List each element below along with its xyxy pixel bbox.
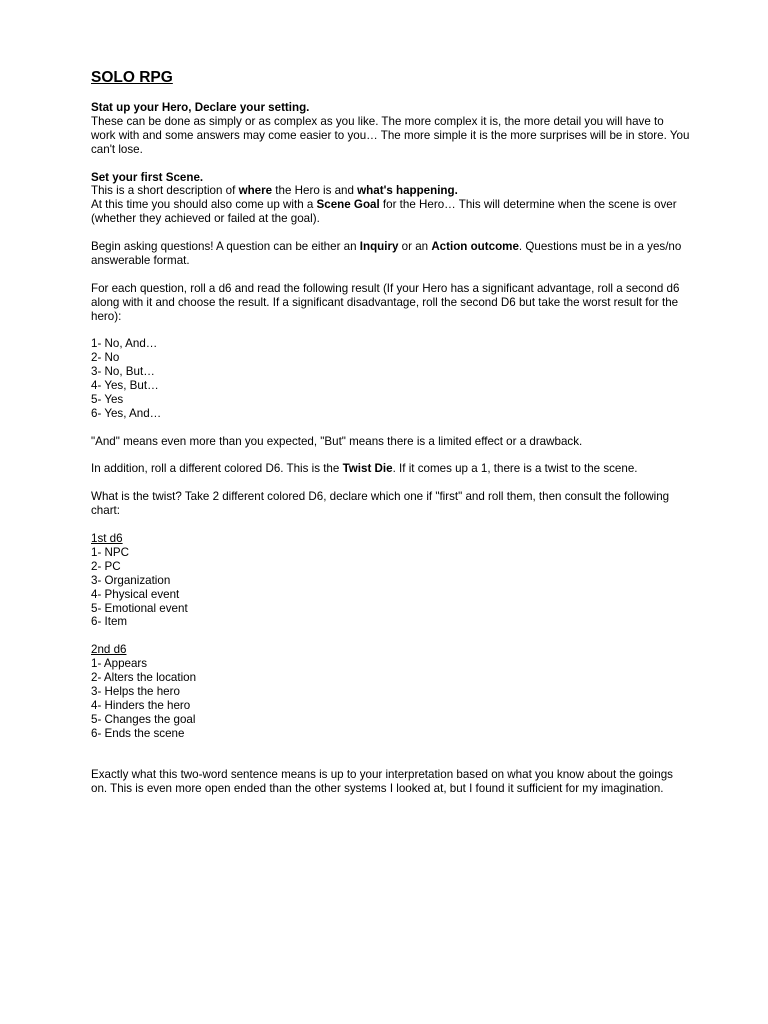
scene-section <box>91 171 691 227</box>
list-item: 3- Helps the hero <box>91 684 180 698</box>
list-item: 5- Yes <box>91 392 124 406</box>
second-d6-list <box>91 643 691 740</box>
document-page <box>91 68 691 810</box>
list-item: 6- Item <box>91 615 128 629</box>
list-item: 6- Ends the scene <box>91 726 185 740</box>
spacer <box>91 754 691 768</box>
setup-section <box>91 101 691 157</box>
questions-text-b: or an <box>398 240 432 254</box>
list-item: 5- Changes the goal <box>91 712 196 726</box>
closing-text: Exactly what this two-word sentence means is up to your interpretation based on what you know about the goings on. This is even more open ended than the other systems I looked at, but I found it sufficient for my imagination. <box>91 768 673 796</box>
setup-heading: Stat up your Hero, Declare your setting. <box>91 101 310 114</box>
twist-section <box>91 462 691 476</box>
and-but-text: "And" means even more than you expected, "But" means there is a limited effect or a drawback. <box>91 434 583 448</box>
questions-inquiry: Inquiry <box>359 240 399 254</box>
scene-line2-a: At this time you should also come up with a <box>91 198 317 212</box>
list-item: 2- Alters the location <box>91 671 197 685</box>
setup-text: These can be done as simply or as complex as you like. The more complex it is, the more detail you will have to work with and some answers may come easier to you… The more simple it is the more surprises will be in store. You can't lose. <box>91 114 690 156</box>
questions-text-a: Begin asking questions! A question can be either an <box>91 240 360 254</box>
questions-action: Action outcome <box>431 240 519 254</box>
questions-text-c: . Questions must be in a yes/no answerable format. <box>91 240 682 267</box>
scene-line2-b: for the Hero… This will determine when the scene is over (whether they achieved or failed at the goal). <box>91 198 677 226</box>
first-d6-list <box>91 532 691 629</box>
document-title: SOLO RPG <box>91 69 173 86</box>
list-item: 5- Emotional event <box>91 601 188 615</box>
roll-section <box>91 282 691 324</box>
list-item: 4- Physical event <box>91 587 180 601</box>
list-item: 4- Yes, But… <box>91 379 159 393</box>
scene-where: where <box>238 184 273 198</box>
scene-line1-a: This is a short description of <box>91 184 239 198</box>
closing-section <box>91 768 691 796</box>
what-twist-text: What is the twist? Take 2 different colored D6, declare which one if "first" and roll them, then consult the following chart: <box>91 490 670 518</box>
list-item: 1- NPC <box>91 545 130 559</box>
scene-heading: Set your first Scene. <box>91 170 204 184</box>
roll-text: For each question, roll a d6 and read the following result (If your Hero has a significant advantage, roll a second d6 along with it and choose the result. If a significant disadvantage, roll the second D6 but take the worst result for the hero): <box>91 281 680 323</box>
first-d6-heading: 1st d6 <box>91 531 123 545</box>
list-item: 6- Yes, And… <box>91 406 162 420</box>
second-d6-heading: 2nd d6 <box>91 643 127 657</box>
scene-line1-b: the Hero is and <box>272 184 358 198</box>
what-twist-section <box>91 490 691 518</box>
list-item: 1- Appears <box>91 657 148 671</box>
list-item: 4- Hinders the hero <box>91 698 191 712</box>
scene-goal: Scene Goal <box>316 198 380 212</box>
list-item: 2- No <box>91 351 120 365</box>
list-item: 2- PC <box>91 559 121 573</box>
list-item: 1- No, And… <box>91 337 158 351</box>
and-but-section <box>91 435 691 449</box>
list-item: 3- Organization <box>91 573 171 587</box>
twist-die: Twist Die <box>342 462 393 476</box>
twist-text-b: . If it comes up a 1, there is a twist to the scene. <box>392 462 638 476</box>
results-list <box>91 337 691 420</box>
list-item: 3- No, But… <box>91 365 155 379</box>
scene-happening: what's happening. <box>357 184 458 198</box>
questions-section <box>91 240 691 268</box>
twist-text-a: In addition, roll a different colored D6. This is the <box>91 462 343 476</box>
